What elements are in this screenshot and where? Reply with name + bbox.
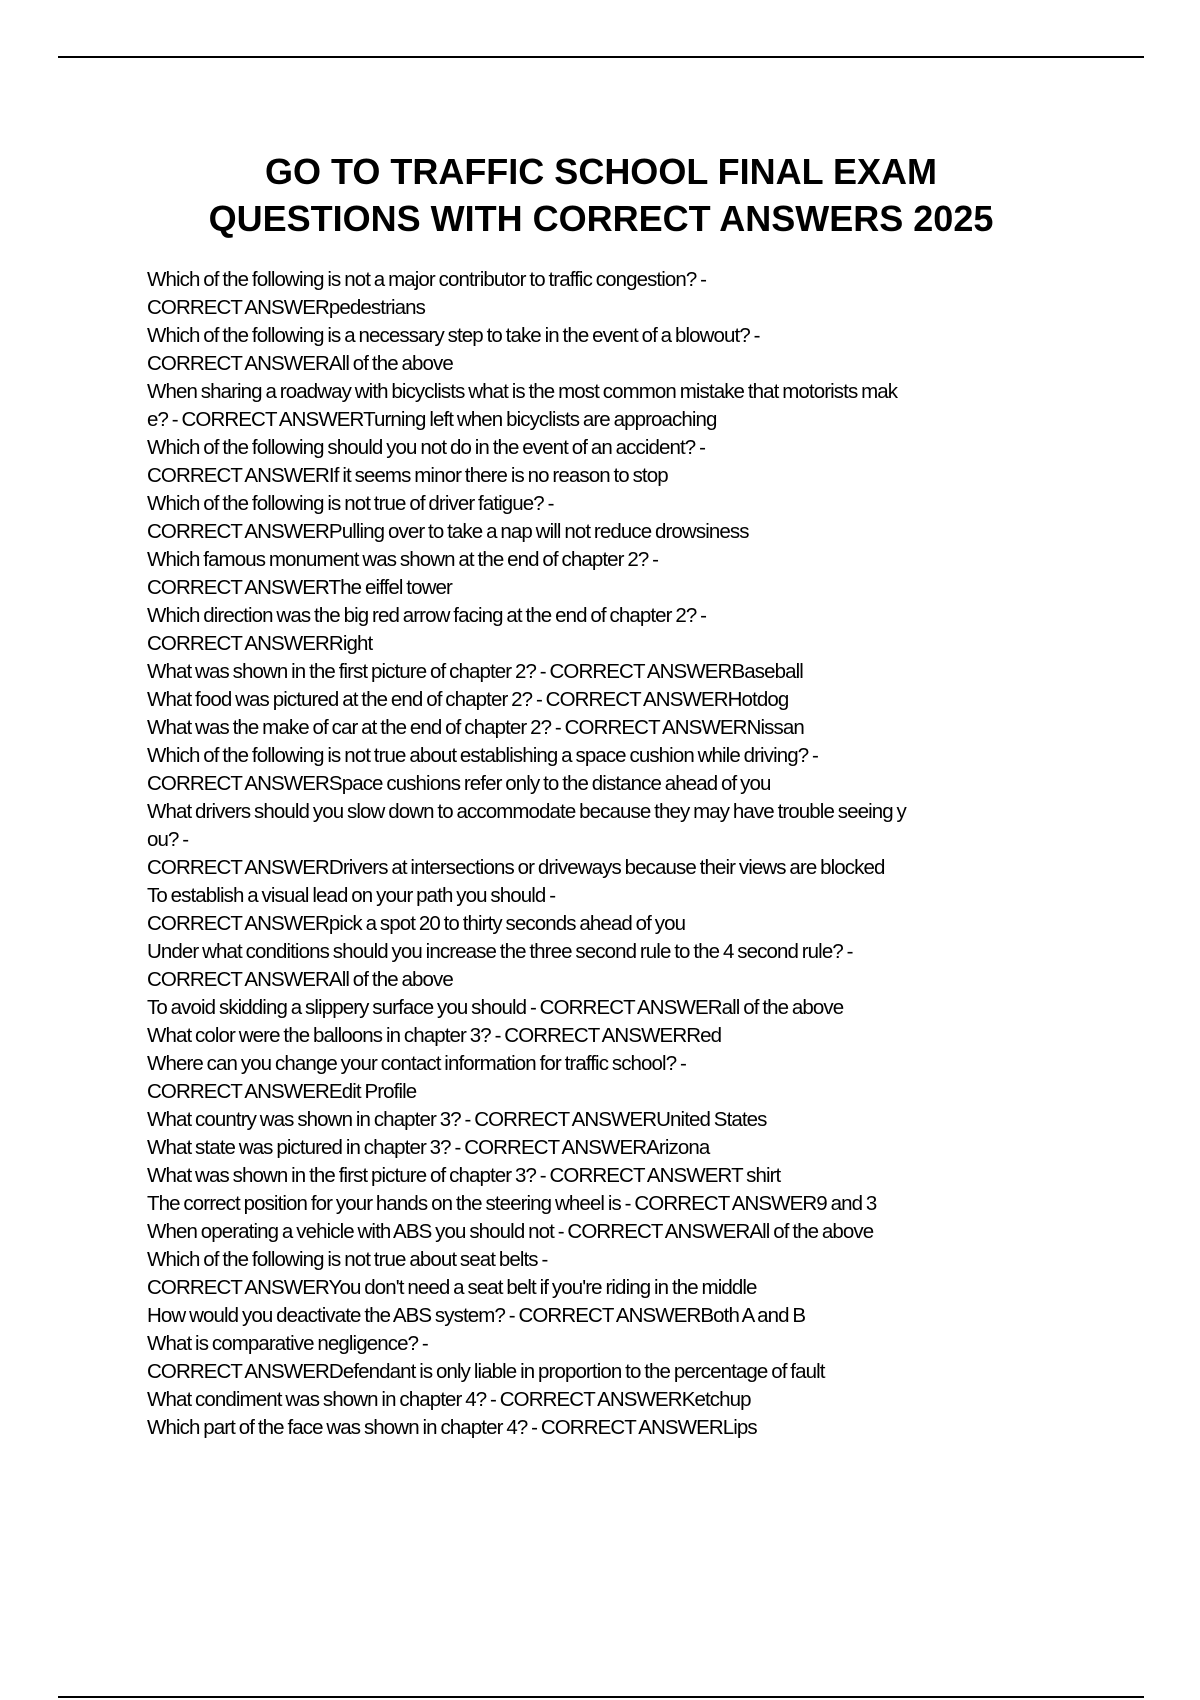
top-rule — [58, 56, 1144, 58]
question-answer-line: Which of the following is not a major contributor to traffic congestion? - — [147, 268, 707, 291]
question-answer-line: Which of the following is not true about seat belts - — [147, 1248, 548, 1271]
question-answer-item — [147, 686, 1097, 714]
question-answer-line: Under what conditions should you increase the three second rule to the 4 second rule? - — [147, 940, 853, 963]
question-answer-item — [147, 1190, 1097, 1218]
question-answer-line: Which of the following is a necessary step to take in the event of a blowout? - — [147, 324, 760, 347]
question-answer-item — [147, 434, 1097, 490]
question-answer-line: What was shown in the first picture of chapter 2? - CORRECT ANSWERBaseball — [147, 660, 803, 683]
question-answer-line: CORRECT ANSWERIf it seems minor there is no reason to stop — [147, 464, 668, 487]
question-answer-item — [147, 266, 1097, 322]
question-answer-item — [147, 1302, 1097, 1330]
question-answer-line: CORRECT ANSWERpedestrians — [147, 296, 426, 319]
question-answer-line: When sharing a roadway with bicyclists what is the most common mistake that motorists mak — [147, 380, 898, 403]
question-answer-line: e? - CORRECT ANSWERTurning left when bicyclists are approaching — [147, 408, 717, 431]
question-answer-line: The correct position for your hands on the steering wheel is - CORRECT ANSWER9 and 3 — [147, 1192, 877, 1215]
question-answer-item — [147, 1134, 1097, 1162]
question-answer-line: What country was shown in chapter 3? - CORRECT ANSWERUnited States — [147, 1108, 767, 1131]
question-answer-line: What color were the balloons in chapter 3? - CORRECT ANSWERRed — [147, 1024, 722, 1047]
question-answer-line: Where can you change your contact information for traffic school? - — [147, 1052, 686, 1075]
question-answer-item — [147, 1386, 1097, 1414]
question-answer-line: Which of the following is not true about establishing a space cushion while driving? - — [147, 744, 818, 767]
question-answer-list — [147, 266, 1097, 1442]
question-answer-line: Which part of the face was shown in chapter 4? - CORRECT ANSWERLips — [147, 1416, 757, 1439]
question-answer-line: ou? - — [147, 828, 189, 851]
question-answer-item — [147, 490, 1097, 546]
question-answer-item — [147, 1246, 1097, 1302]
question-answer-line: To avoid skidding a slippery surface you should - CORRECT ANSWERall of the above — [147, 996, 844, 1019]
question-answer-line: What drivers should you slow down to accommodate because they may have trouble seeing y — [147, 800, 906, 823]
question-answer-item — [147, 1162, 1097, 1190]
question-answer-line: CORRECT ANSWERAll of the above — [147, 352, 453, 375]
question-answer-item — [147, 1022, 1097, 1050]
question-answer-item — [147, 1330, 1097, 1386]
question-answer-line: What was the make of car at the end of chapter 2? - CORRECT ANSWERNissan — [147, 716, 804, 739]
question-answer-item — [147, 1106, 1097, 1134]
question-answer-line: Which of the following is not true of driver fatigue? - — [147, 492, 554, 515]
question-answer-item — [147, 994, 1097, 1022]
question-answer-item — [147, 742, 1097, 798]
question-answer-line: CORRECT ANSWERThe eiffel tower — [147, 576, 452, 599]
question-answer-item — [147, 378, 1097, 434]
question-answer-line: CORRECT ANSWEREdit Profile — [147, 1080, 417, 1103]
question-answer-line: What condiment was shown in chapter 4? - CORRECT ANSWERKetchup — [147, 1388, 751, 1411]
question-answer-item — [147, 546, 1097, 602]
question-answer-item — [147, 602, 1097, 658]
question-answer-line: What state was pictured in chapter 3? - CORRECT ANSWERArizona — [147, 1136, 710, 1159]
question-answer-line: CORRECT ANSWERpick a spot 20 to thirty seconds ahead of you — [147, 912, 686, 935]
question-answer-line: What was shown in the first picture of chapter 3? - CORRECT ANSWERT shirt — [147, 1164, 781, 1187]
question-answer-item — [147, 798, 1097, 882]
question-answer-item — [147, 1050, 1097, 1106]
question-answer-line: CORRECT ANSWERYou don't need a seat belt if you're riding in the middle — [147, 1276, 757, 1299]
question-answer-line: Which direction was the big red arrow facing at the end of chapter 2? - — [147, 604, 707, 627]
question-answer-line: To establish a visual lead on your path you should - — [147, 884, 556, 907]
question-answer-line: Which famous monument was shown at the end of chapter 2? - — [147, 548, 659, 571]
bottom-rule — [58, 1696, 1144, 1698]
question-answer-item — [147, 882, 1097, 938]
question-answer-line: CORRECT ANSWERSpace cushions refer only to the distance ahead of you — [147, 772, 771, 795]
question-answer-line: What is comparative negligence? - — [147, 1332, 428, 1355]
question-answer-item — [147, 658, 1097, 686]
question-answer-line: CORRECT ANSWERDefendant is only liable in proportion to the percentage of fault — [147, 1360, 825, 1383]
question-answer-item — [147, 1414, 1097, 1442]
title-line-2: QUESTIONS WITH CORRECT ANSWERS 2025 — [208, 198, 994, 239]
question-answer-line: What food was pictured at the end of chapter 2? - CORRECT ANSWERHotdog — [147, 688, 789, 711]
question-answer-line: When operating a vehicle with ABS you should not - CORRECT ANSWERAll of the above — [147, 1220, 874, 1243]
title-line-1: GO TO TRAFFIC SCHOOL FINAL EXAM — [264, 151, 937, 192]
question-answer-line: How would you deactivate the ABS system? - CORRECT ANSWERBoth A and B — [147, 1304, 806, 1327]
question-answer-item — [147, 938, 1097, 994]
question-answer-item — [147, 1218, 1097, 1246]
question-answer-line: CORRECT ANSWERAll of the above — [147, 968, 453, 991]
question-answer-line: CORRECT ANSWERPulling over to take a nap will not reduce drowsiness — [147, 520, 749, 543]
question-answer-line: CORRECT ANSWERRight — [147, 632, 373, 655]
page-title — [58, 148, 1144, 242]
question-answer-item — [147, 322, 1097, 378]
question-answer-line: Which of the following should you not do in the event of an accident? - — [147, 436, 706, 459]
question-answer-item — [147, 714, 1097, 742]
question-answer-line: CORRECT ANSWERDrivers at intersections or driveways because their views are blocked — [147, 856, 885, 879]
